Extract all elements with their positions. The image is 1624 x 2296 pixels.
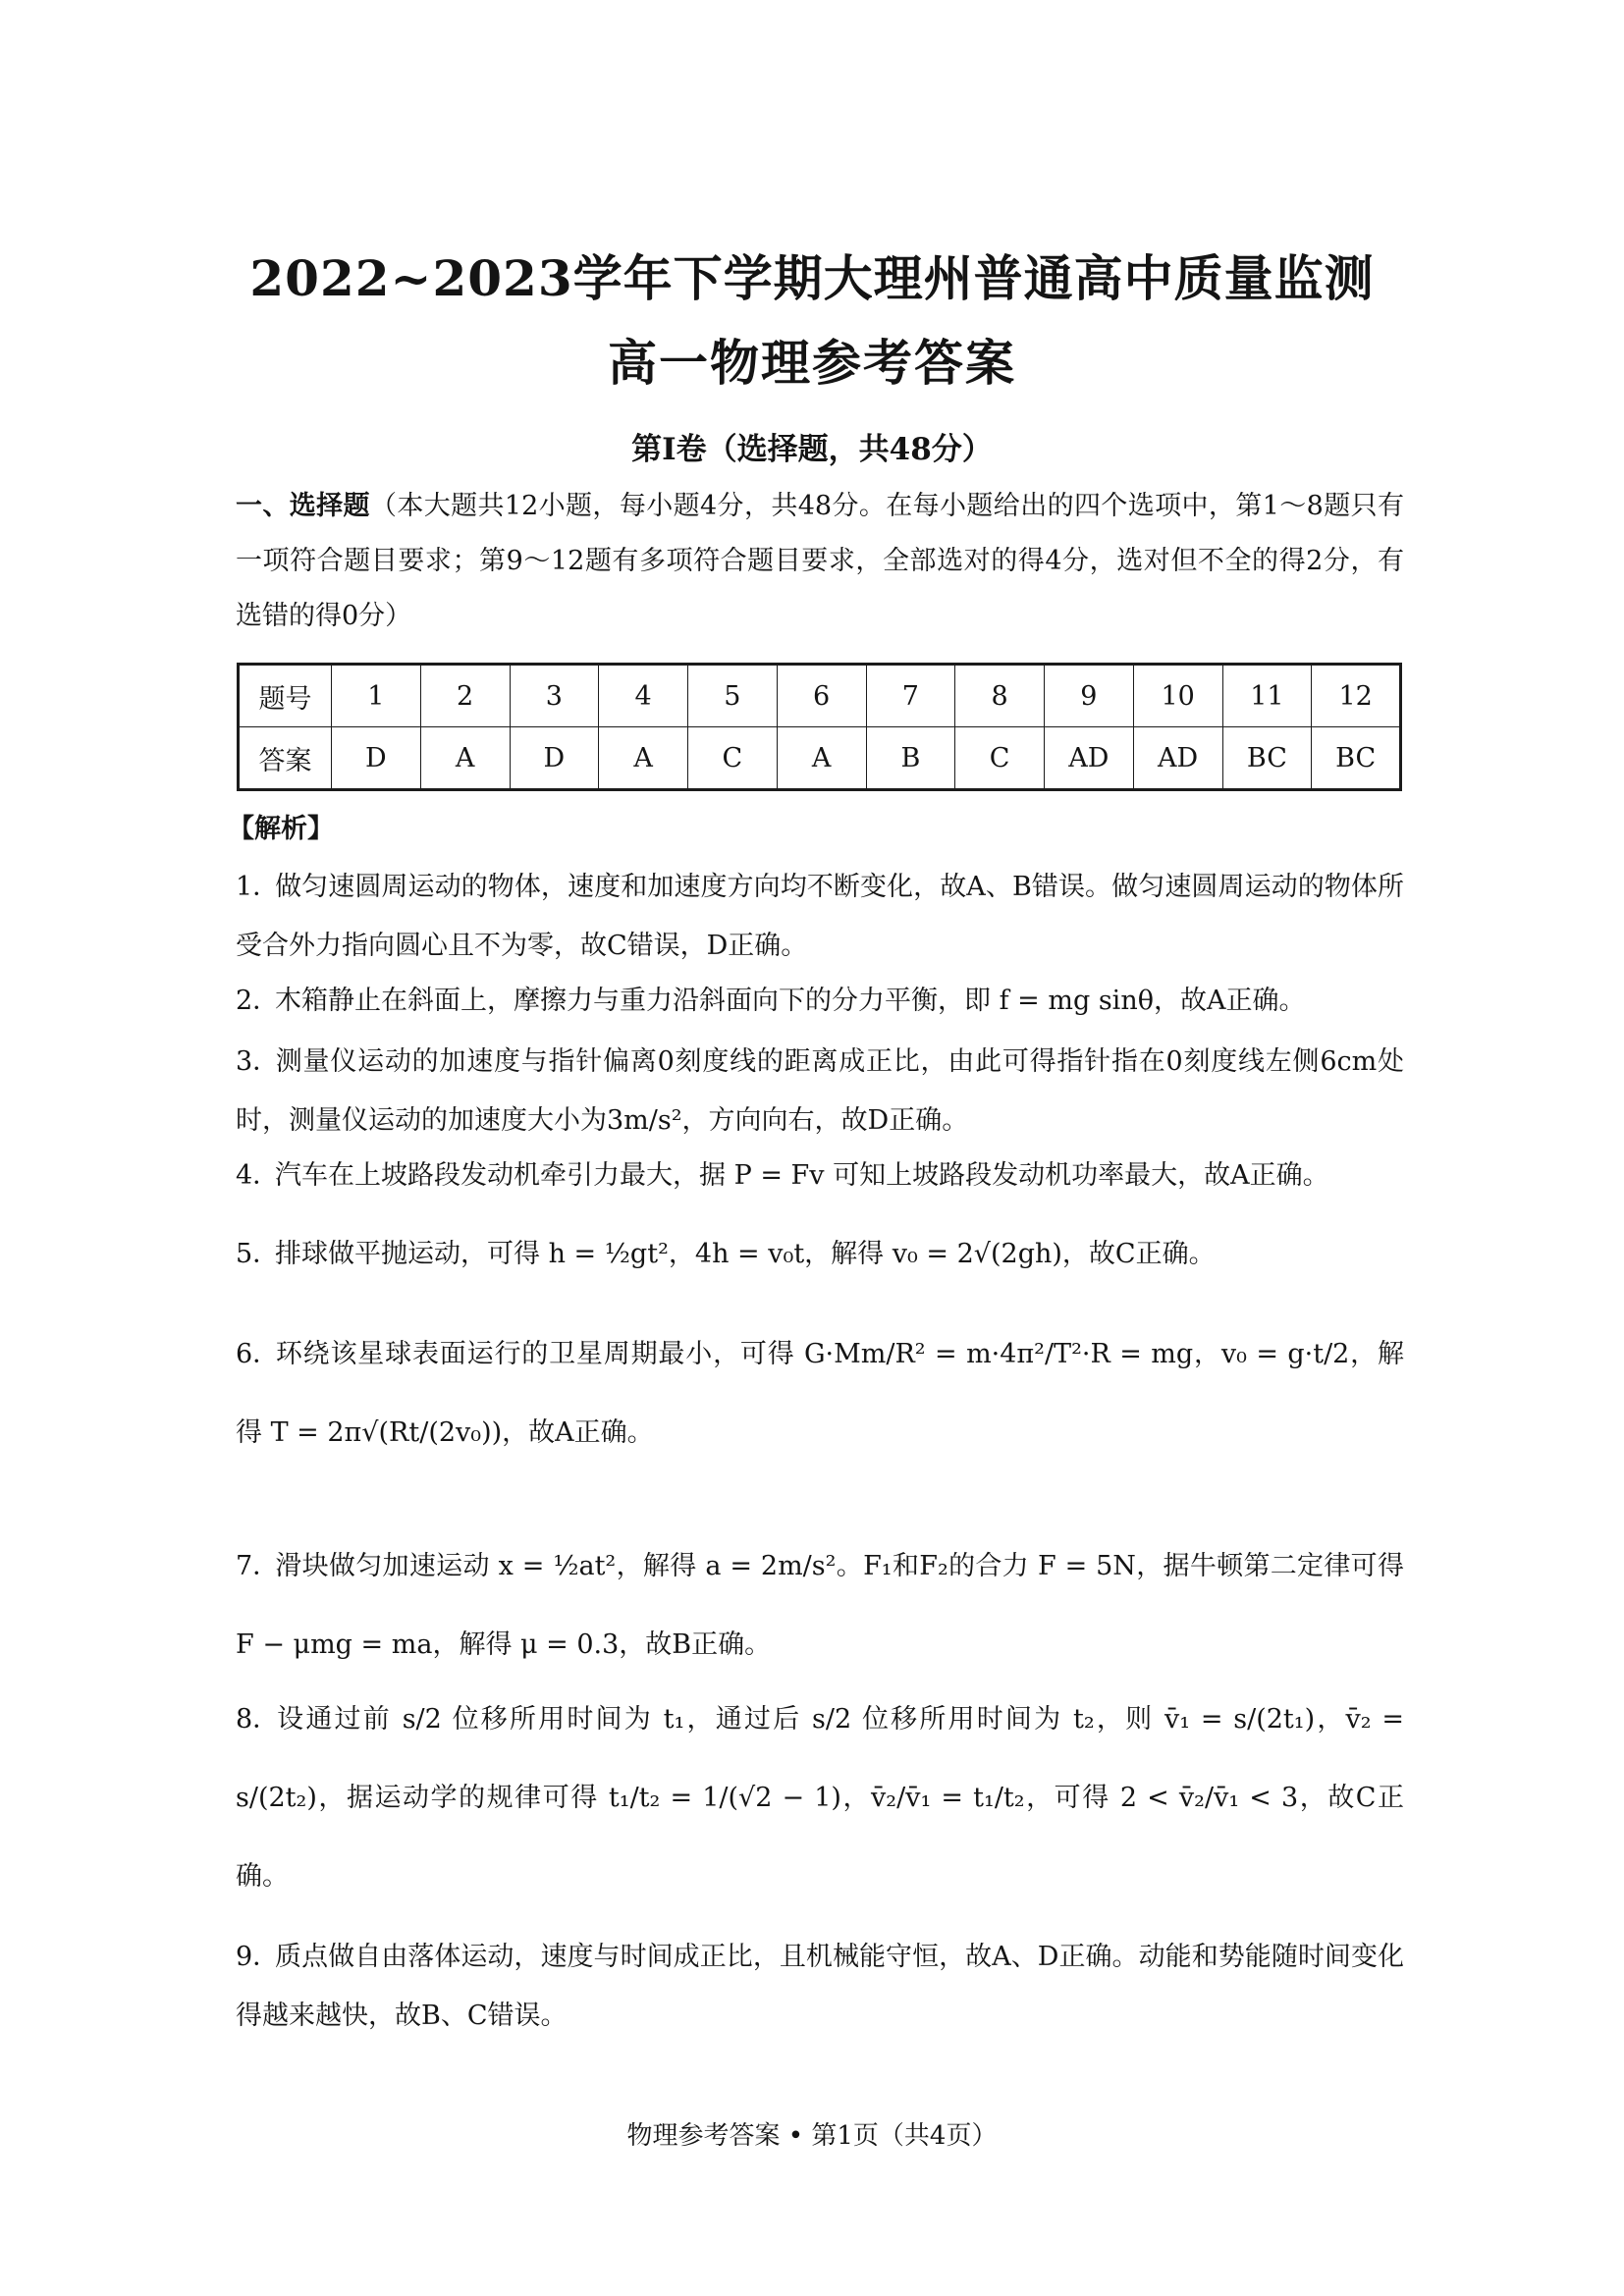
item-number: 1． [236, 872, 280, 902]
question-number: 5 [688, 665, 778, 727]
analysis-item-1 [236, 858, 1404, 976]
question-number: 2 [420, 665, 510, 727]
item-number: 7． [236, 1551, 280, 1581]
answer-cell: BC [1312, 727, 1401, 790]
analysis-item-4 [236, 1147, 1404, 1205]
analysis-item-9 [236, 1928, 1404, 2046]
question-number: 8 [955, 665, 1045, 727]
item-number: 2． [236, 986, 280, 1016]
row-label-answer: 答案 [239, 727, 332, 790]
answer-cell: A [420, 727, 510, 790]
intro-text: （本大题共12小题，每小题4分，共48分。在每小题给出的四个选项中，第1～8题只有一项符合题目要求；第9～12题有多项符合题目要求，全部选对的得4分，选对但不全的得2分，有选错的得0分） [236, 491, 1405, 631]
answer-cell: D [332, 727, 421, 790]
item-number: 5． [236, 1239, 280, 1269]
question-number: 7 [866, 665, 955, 727]
item-text: 环绕该星球表面运行的卫星周期最小，可得 G·Mm/R² = m·4π²/T²·R = mg，v₀ = g·t/2，解得 T = 2π√(Rt/(2v₀))，故A正确。 [236, 1339, 1404, 1448]
question-number: 9 [1045, 665, 1134, 727]
answer-cell: B [866, 727, 955, 790]
section-title: 第Ⅰ卷（选择题，共48分） [631, 432, 993, 467]
item-number: 9． [236, 1942, 280, 1972]
answer-cell: AD [1045, 727, 1134, 790]
answer-cell: D [510, 727, 599, 790]
question-number: 12 [1312, 665, 1401, 727]
title-line-1: 2022~2023学年下学期大理州普通高中质量监测 [249, 249, 1375, 307]
item-number: 3． [236, 1046, 280, 1077]
page-footer: 物理参考答案 • 第1页（共4页） [626, 2121, 998, 2151]
item-text: 测量仪运动的加速度与指针偏离0刻度线的距离成正比，由此可得指针指在0刻度线左侧6cm处时，测量仪运动的加速度大小为3m/s²，方向向右，故D正确。 [236, 1046, 1404, 1136]
item-text: 设通过前 s/2 位移所用时间为 t₁，通过后 s/2 位移所用时间为 t₂，则 v̄₁ = s/(2t₁)，v̄₂ = s/(2t₂)，据运动学的规律可得 t₁/t₂ = 1/(√2 − 1)，v̄₂/v̄₁ = t₁/t₂，可得 2 < v̄₂/v̄₁ < 3，故C正确。 [236, 1704, 1404, 1892]
answer-cell: A [599, 727, 688, 790]
analysis-item-8 [236, 1681, 1404, 1916]
analysis-item-3 [236, 1033, 1404, 1150]
row-label-number: 题号 [239, 665, 332, 727]
question-number: 6 [777, 665, 866, 727]
answer-cell: C [688, 727, 778, 790]
question-number: 1 [332, 665, 421, 727]
question-number: 11 [1222, 665, 1312, 727]
item-text: 汽车在上坡路段发动机牵引力最大，据 P = Fv 可知上坡路段发动机功率最大，故A正确。 [275, 1160, 1329, 1191]
analysis-item-6 [236, 1315, 1404, 1472]
analysis-item-2 [236, 972, 1404, 1031]
item-text: 做匀速圆周运动的物体，速度和加速度方向均不断变化，故A、B错误。做匀速圆周运动的物体所受合外力指向圆心且不为零，故C错误，D正确。 [236, 872, 1404, 961]
answer-cell: C [955, 727, 1045, 790]
item-text: 木箱静止在斜面上，摩擦力与重力沿斜面向下的分力平衡，即 f = mg sinθ，故A正确。 [275, 986, 1306, 1016]
table-row-numbers [239, 665, 1401, 727]
item-text: 滑块做匀加速运动 x = ½at²，解得 a = 2m/s²。F₁和F₂的合力 F = 5N，据牛顿第二定律可得 F − μmg = ma，解得 μ = 0.3，故B正确。 [236, 1551, 1404, 1660]
item-number: 6． [236, 1339, 280, 1369]
analysis-item-5 [236, 1225, 1404, 1284]
item-number: 8． [236, 1704, 280, 1735]
item-text: 排球做平抛运动，可得 h = ½gt²，4h = v₀t，解得 v₀ = 2√(2gh)，故C正确。 [275, 1239, 1216, 1269]
answer-table [237, 663, 1402, 791]
title-line-2: 高一物理参考答案 [608, 334, 1016, 392]
section-intro [236, 479, 1404, 644]
analysis-item-7 [236, 1527, 1404, 1684]
item-text: 质点做自由落体运动，速度与时间成正比，且机械能守恒，故A、D正确。动能和势能随时间变化得越来越快，故B、C错误。 [236, 1942, 1404, 2031]
question-number: 3 [510, 665, 599, 727]
answer-cell: AD [1133, 727, 1222, 790]
item-number: 4． [236, 1160, 280, 1191]
analysis-heading: 【解析】 [228, 814, 334, 844]
question-number: 10 [1133, 665, 1222, 727]
table-row-answers [239, 727, 1401, 790]
answer-cell: A [777, 727, 866, 790]
intro-lead: 一、选择题 [236, 491, 370, 521]
answer-cell: BC [1222, 727, 1312, 790]
question-number: 4 [599, 665, 688, 727]
